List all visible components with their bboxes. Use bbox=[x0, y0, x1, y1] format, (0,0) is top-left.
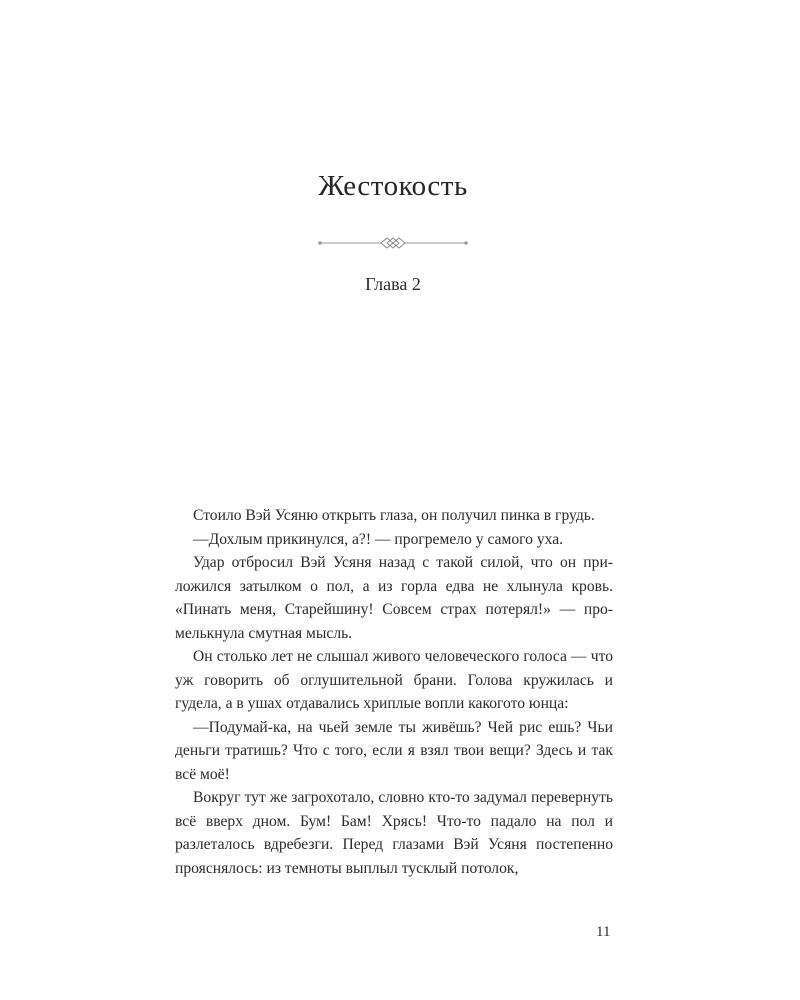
chapter-title: Жестокость bbox=[318, 170, 468, 202]
chapter-number: Глава 2 bbox=[365, 274, 421, 294]
ornament-divider-icon bbox=[317, 235, 469, 251]
paragraph: —Подумай-ка, на чьей земле ты живёшь? Чей рис ешь? Чьи деньги тратишь? Что с того, если я взял твои вещи? Здесь и так всё моё! bbox=[175, 718, 613, 783]
paragraph: Вокруг тут же загрохотало, словно кто-то задумал перевернуть всё вверх дном. Бум! Бам! Хрясь! Что-то падало на пол и разлеталось вдребезги. Перед глазами Вэй Усяня постепенно прояснялось: из темноты выплыл тусклый потолок, bbox=[175, 789, 613, 877]
chapter-body bbox=[175, 504, 613, 880]
paragraph: —Дохлым прикинулся, а?! — прогремело у самого уха. bbox=[193, 530, 564, 548]
paragraph: Удар отбросил Вэй Усяня назад с такой силой, что он приложился затылком о пол, а из горла едва не хлынула кровь. «Пинать меня, Старейшину! Совсем страх потерял!» — промелькнула смутная мысль. bbox=[175, 554, 613, 642]
paragraph: Он столько лет не слышал живого человеческого голоса — что уж говорить об оглушительной брани. Голова кружилась и гудела, а в ушах отдавались хриплые вопли какогото юнца: bbox=[175, 648, 613, 712]
paragraph: Стоило Вэй Усяню открыть глаза, он получил пинка в грудь. bbox=[193, 507, 595, 524]
page-number: 11 bbox=[596, 924, 611, 940]
